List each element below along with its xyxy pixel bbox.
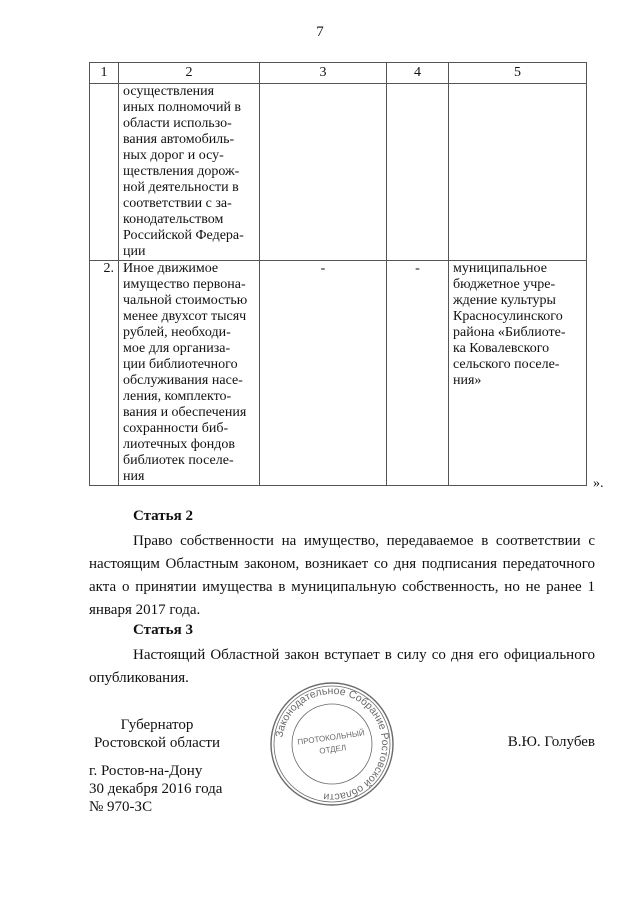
seal-outer-ring: [271, 683, 393, 805]
article-2-heading: Статья 2: [133, 508, 193, 524]
header-cell-2: 2: [119, 63, 260, 84]
signatory-title-line-2: Ростовской области: [94, 735, 220, 751]
property-name: осуществления иных полномочий в области использо- вания автомобиль- ных дорог и осу- ществления дорож- ной деятельности в соответствии с за- конодательством Российской Федера- ции: [119, 84, 260, 261]
cell-col3: -: [260, 261, 387, 486]
property-name: Иное движимое имущество первона- чальной стоимостью менее двухсот тысяч рублей, необходи- мое для организа- ции библиотечного обслуживания насе- ления, комплекто- вания и обеспечения сохранности биб- лиотечных фондов библиотек поселе- ния: [119, 261, 260, 486]
seal-center-line-2: ОТДЕЛ: [318, 743, 347, 756]
article-3-heading: Статья 3: [133, 622, 193, 638]
header-cell-1: 1: [90, 63, 119, 84]
row-number: [90, 84, 119, 261]
signatory-title: [89, 716, 225, 752]
official-seal: [268, 680, 396, 808]
header-cell-3: 3: [260, 63, 387, 84]
cell-col4: [387, 84, 449, 261]
seal-center-line-1: ПРОТОКОЛЬНЫЙ: [296, 728, 366, 747]
cell-col3: [260, 84, 387, 261]
article-2-text-main: Право собственности на имущество, передаваемое в соответствии с настоящим Областным законом, возникает со дня подписания передаточного акта о принятии имущества в муниципальную собственность, но не ранее: [89, 533, 595, 595]
article-2-text: [89, 530, 595, 622]
signatory-name: В.Ю. Голубев: [507, 734, 595, 750]
signatory-title-line-1: Губернатор: [120, 717, 194, 733]
property-table: [89, 62, 587, 486]
cell-col4: -: [387, 261, 449, 486]
header-cell-5: 5: [449, 63, 587, 84]
seal-ring-text: Законодательное Собрание Ростовской области: [273, 684, 392, 804]
recipient-name: [449, 84, 587, 261]
recipient-name: муниципальное бюджетное учре- ждение культуры Красносулинского района «Библиоте- ка Ковалевского сельского поселе- ния»: [449, 261, 587, 486]
table-row: [90, 261, 587, 486]
article-2-text-last: 1 января 2017 года.: [89, 579, 595, 618]
table-row: [90, 84, 587, 261]
header-cell-4: 4: [387, 63, 449, 84]
place-date-number: г. Ростов-на-Дону 30 декабря 2016 года № 970-ЗС: [89, 763, 223, 815]
closing-quote: ».: [593, 476, 604, 491]
page-number: 7: [316, 24, 324, 40]
row-number: 2.: [90, 261, 119, 486]
article-3-text: Настоящий Областной закон вступает в силу со дня его официального опубликования.: [89, 647, 595, 686]
table-header-row: [90, 63, 587, 84]
